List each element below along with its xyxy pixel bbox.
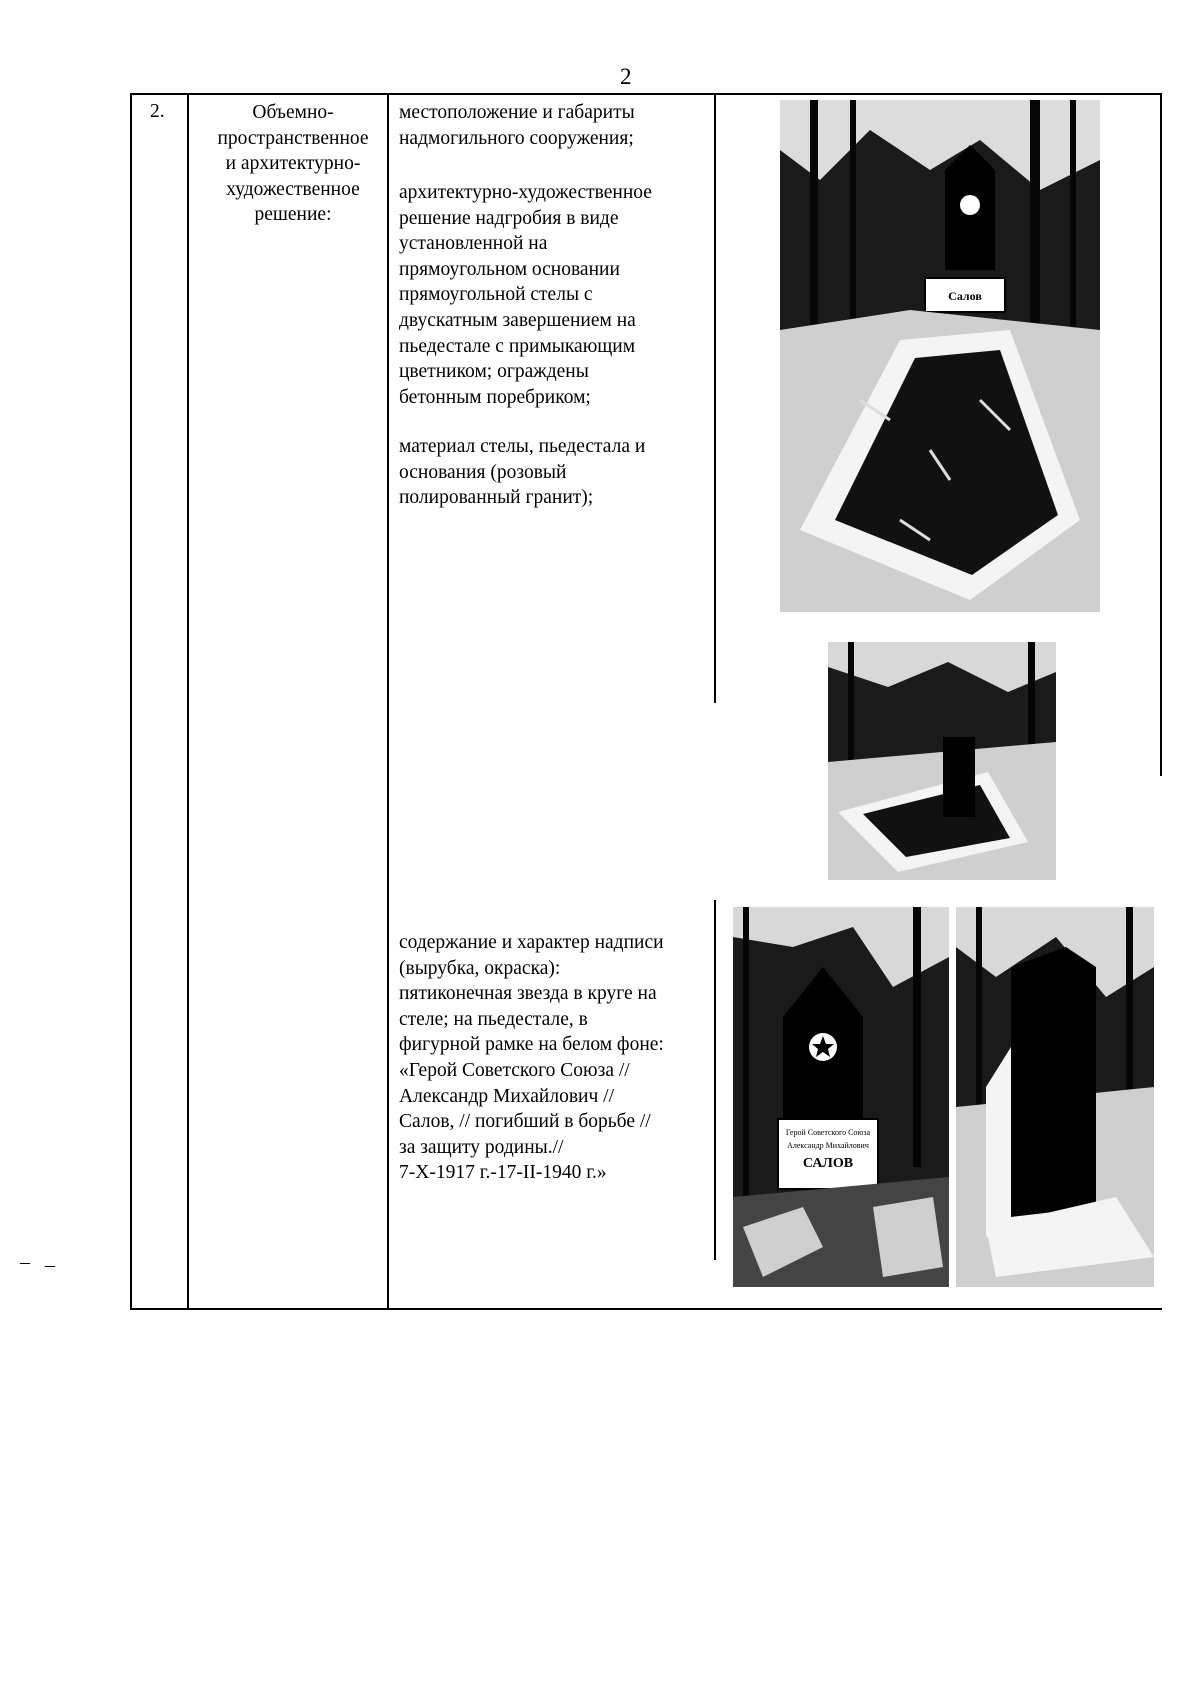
stray-mark: – xyxy=(20,1251,30,1273)
description-line: полированный гранит); xyxy=(399,487,594,509)
plaque-text: Салов xyxy=(948,289,982,303)
description-line: содержание и характер надписи xyxy=(399,932,664,953)
description-location xyxy=(399,100,719,151)
description-line: (вырубка, окраска): xyxy=(399,957,561,979)
plaque-line: Александр Михайлович xyxy=(787,1141,869,1150)
criterion-cell xyxy=(195,100,391,228)
grave-photo-side xyxy=(828,642,1056,880)
table-top-border xyxy=(130,93,1162,95)
description-line: пьедестале с примыкающим xyxy=(399,335,636,357)
grave-photo-overview xyxy=(780,100,1100,612)
table-left-border xyxy=(130,93,132,1310)
description-line: 7-X-1917 г.-17-II-1940 г.» xyxy=(399,1162,607,1184)
criterion-line: пространственное xyxy=(217,127,369,149)
column-divider xyxy=(387,93,389,1310)
description-line: пятиконечная звезда в круге на xyxy=(399,983,657,1005)
criterion-line: и архитектурно- xyxy=(225,153,361,175)
row-number: 2. xyxy=(150,101,165,122)
description-line: надмогильного сооружения; xyxy=(399,127,634,149)
plaque-surname: САЛОВ xyxy=(802,1156,854,1171)
table-right-border xyxy=(1160,93,1162,776)
description-line: Александр Михайлович // xyxy=(399,1085,614,1107)
description-line: установленной на xyxy=(399,233,548,255)
description-line: решение надгробия в виде xyxy=(399,207,619,229)
description-line: цветником; ограждены xyxy=(399,361,589,383)
description-line: прямоугольном основании xyxy=(399,258,620,280)
description-material xyxy=(399,434,719,511)
column-divider xyxy=(187,93,189,1310)
description-line: материал стелы, пьедестала и xyxy=(399,436,646,457)
criterion-line: Объемно- xyxy=(252,102,334,123)
stray-mark: – xyxy=(45,1254,55,1276)
description-line: бетонным поребриком; xyxy=(399,386,591,408)
description-line: Салов, // погибший в борьбе // xyxy=(399,1111,651,1133)
description-architecture xyxy=(399,180,719,410)
plaque-line: Герой Советского Союза xyxy=(785,1128,871,1137)
description-line: двускатным завершением на xyxy=(399,309,636,331)
description-line: местоположение и габариты xyxy=(399,102,635,123)
grave-photo-stele-side xyxy=(956,907,1154,1287)
description-line: прямоугольной стелы с xyxy=(399,284,593,306)
description-line: «Герой Советского Союза // xyxy=(399,1059,630,1081)
criterion-line: художественное xyxy=(226,178,360,200)
table-bottom-border xyxy=(130,1308,1162,1310)
description-inscription xyxy=(399,930,719,1186)
grave-photo-stele-closeup xyxy=(733,907,949,1287)
description-line: фигурной рамке на белом фоне: xyxy=(399,1034,664,1056)
description-line: стеле; на пьедестале, в xyxy=(399,1008,588,1030)
description-line: основания (розовый xyxy=(399,461,567,483)
page-number: 2 xyxy=(620,64,632,89)
criterion-line: решение: xyxy=(254,204,332,226)
description-line: за защиту родины.// xyxy=(399,1136,564,1158)
description-line: архитектурно-художественное xyxy=(399,182,652,203)
